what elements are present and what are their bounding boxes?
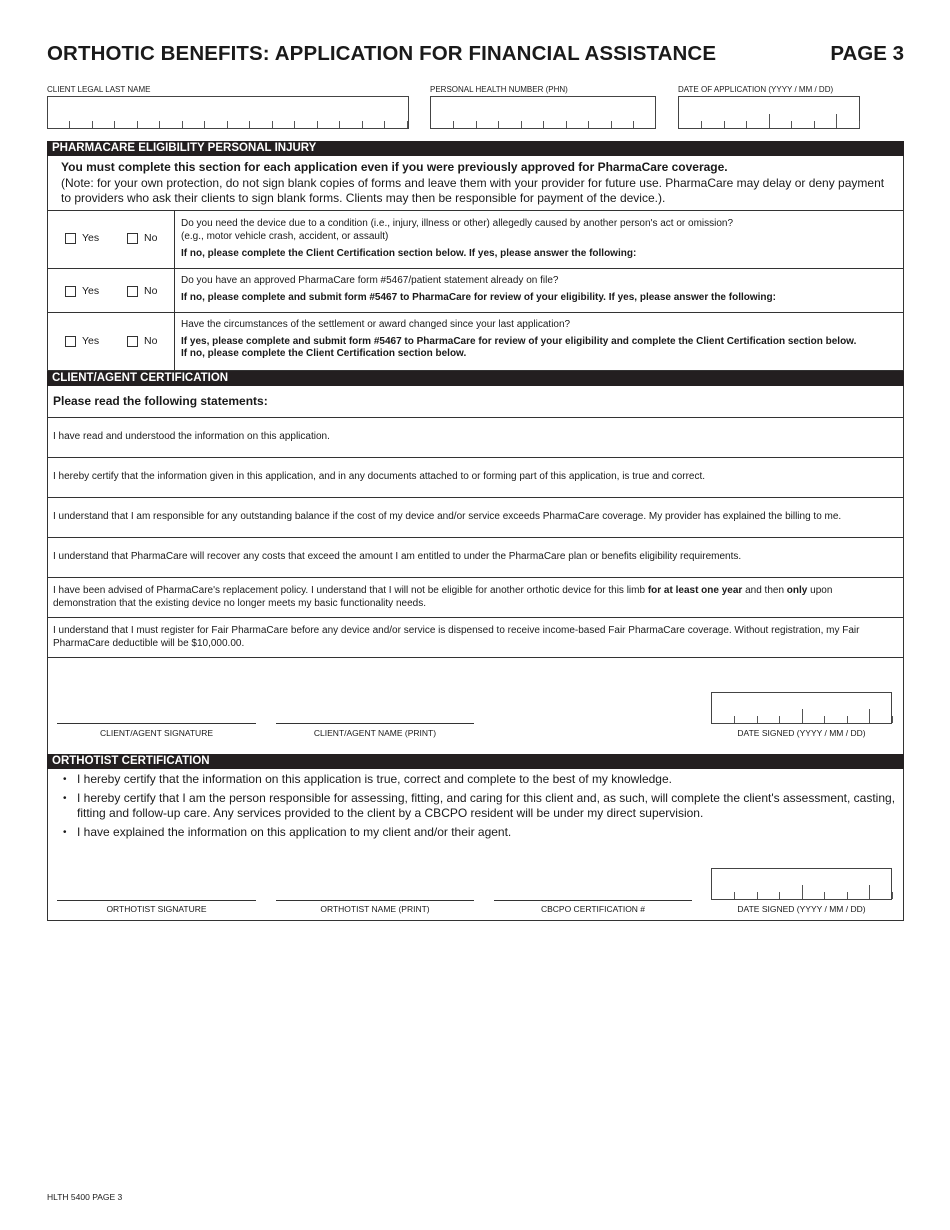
comb-divider	[892, 716, 893, 723]
page-header	[47, 42, 904, 70]
eligibility-question-2	[47, 269, 904, 313]
comb-divider	[339, 121, 340, 128]
comb-divider	[701, 121, 702, 128]
comb-divider	[249, 121, 250, 128]
q1-no-checkbox[interactable]	[127, 233, 138, 244]
comb-divider	[869, 885, 870, 899]
statement-3: I understand that I am responsible for any outstanding balance if the cost of my device and/or service exceeds PharmaCare coverage. My provider has explained the billing to me.	[47, 498, 904, 538]
comb-divider	[757, 892, 758, 899]
comb-divider	[272, 121, 273, 128]
orthotist-name-label: ORTHOTIST NAME (PRINT)	[320, 904, 430, 914]
cbcpo-certification-line[interactable]	[494, 900, 692, 901]
comb-divider	[588, 121, 589, 128]
date-of-application-label: DATE OF APPLICATION (YYYY / MM / DD)	[678, 85, 834, 94]
q2-no-option[interactable]: No	[127, 285, 157, 297]
comb-divider	[802, 885, 803, 899]
q2-text: Do you have an approved PharmaCare form #5467/patient statement already on file?	[181, 275, 559, 286]
eligibility-intro-bold: You must complete this section for each application even if you were previously approved for PharmaCare coverage.	[61, 160, 728, 174]
comb-divider	[566, 121, 567, 128]
orthotist-statement-3: I have explained the information on this application to my client and/or their agent.	[77, 825, 512, 839]
comb-divider	[824, 892, 825, 899]
comb-divider	[779, 892, 780, 899]
comb-divider	[384, 121, 385, 128]
q2-instruction: If no, please complete and submit form #5467 to PharmaCare for review of your eligibility. If yes, please answer the following:	[181, 291, 776, 303]
read-statements-heading: Please read the following statements:	[47, 386, 904, 418]
q3-no-option[interactable]: No	[127, 335, 157, 347]
statement-1: I have read and understood the information on this application.	[47, 418, 904, 458]
client-name-label: CLIENT/AGENT NAME (PRINT)	[313, 728, 437, 738]
q3-instruction-yes: If yes, please complete and submit form #5467 to PharmaCare for review of your eligibility and complete the Client Certification section below.	[181, 335, 857, 347]
comb-divider	[137, 121, 138, 128]
client-name-line[interactable]	[276, 723, 474, 724]
comb-divider	[498, 121, 499, 128]
comb-divider	[317, 121, 318, 128]
statement-fair-pharmacare: I understand that I must register for Fair PharmaCare before any device and/or service is dispensed to receive income-based Fair PharmaCare coverage. Without registration, my Fair PharmaCare deductible will be $10,000.00.	[47, 618, 904, 658]
q1-no-option[interactable]: No	[127, 232, 157, 244]
last-name-label: CLIENT LEGAL LAST NAME	[47, 85, 151, 94]
comb-divider	[734, 716, 735, 723]
page-number: PAGE 3	[830, 42, 904, 65]
comb-divider	[859, 121, 860, 128]
phn-label: PERSONAL HEALTH NUMBER (PHN)	[430, 85, 568, 94]
client-certification-header: CLIENT/AGENT CERTIFICATION	[47, 371, 904, 386]
q2-no-checkbox[interactable]	[127, 286, 138, 297]
statement-2: I hereby certify that the information given in this application, and in any documents attached to or forming part of this application, is true and correct.	[47, 458, 904, 498]
q1-yes-option[interactable]: Yes	[65, 232, 99, 244]
orthotist-date-signed-input[interactable]	[711, 868, 892, 900]
comb-divider	[204, 121, 205, 128]
q3-no-checkbox[interactable]	[127, 336, 138, 347]
q1-text-example: (e.g., motor vehicle crash, accident, or assault)	[181, 230, 389, 242]
orthotist-date-signed-label: DATE SIGNED (YYYY / MM / DD)	[737, 904, 866, 914]
comb-divider	[543, 121, 544, 128]
q3-yes-option[interactable]: Yes	[65, 335, 99, 347]
comb-divider	[227, 121, 228, 128]
q3-yes-checkbox[interactable]	[65, 336, 76, 347]
orthotist-statement-1: I hereby certify that the information on this application is true, correct and complete to the best of my knowledge.	[77, 772, 672, 786]
client-date-signed-input[interactable]	[711, 692, 892, 724]
q3-text: Have the circumstances of the settlement or award changed since your last application?	[181, 319, 571, 330]
orthotist-signature-line[interactable]	[57, 900, 256, 901]
last-name-input[interactable]	[47, 96, 409, 129]
q2-yes-checkbox[interactable]	[65, 286, 76, 297]
comb-divider	[791, 121, 792, 128]
form-footer: HLTH 5400 PAGE 3	[47, 1192, 123, 1202]
orthotist-statements: • I hereby certify that the information on this application is true, correct and complete to the best of my knowledge. • I hereby certify that I am the person responsible for assessing, fitting, and caring for this client and, as such, will complete the client's assessment, casting, fitting and follow-up care. Any services provided to the client by a CBCPO resident will be under my direct supervision. • I have explained the information on this application to my client and/or their agent.	[47, 768, 904, 844]
comb-divider	[746, 121, 747, 128]
comb-divider	[407, 121, 408, 128]
eligibility-question-3	[47, 313, 904, 371]
comb-divider	[69, 121, 70, 128]
comb-divider	[159, 121, 160, 128]
comb-divider	[294, 121, 295, 128]
form-title: ORTHOTIC BENEFITS: APPLICATION FOR FINANCIAL ASSISTANCE	[47, 42, 717, 65]
q1-yes-checkbox[interactable]	[65, 233, 76, 244]
cbcpo-certification-label: CBCPO CERTIFICATION #	[540, 904, 646, 914]
client-date-signed-label: DATE SIGNED (YYYY / MM / DD)	[737, 728, 866, 738]
statement-replacement-policy: I have been advised of PharmaCare's replacement policy. I understand that I will not be eligible for another orthotic device for this limb for at least one year and then only upon demonstration that the existing device no longer meets my basic functionality needs.	[47, 578, 904, 618]
q1-instruction: If no, please complete the Client Certification section below. If yes, please answer the following:	[181, 248, 637, 259]
statement-4: I understand that PharmaCare will recover any costs that exceed the amount I am entitled to under the PharmaCare plan or benefits eligibility requirements.	[47, 538, 904, 578]
comb-divider	[476, 121, 477, 128]
comb-divider	[779, 716, 780, 723]
q1-text: Do you need the device due to a condition (i.e., injury, illness or other) allegedly caused by another person's act or omission?	[181, 218, 734, 229]
orthotist-statement-2: I hereby certify that I am the person responsible for assessing, fitting, and caring for this client and, as such, will complete the client's assessment, casting, fitting and follow-up care. Any services provided to the client by a CBCPO resident will be under my direct supervision.	[77, 791, 896, 820]
q2-yes-option[interactable]: Yes	[65, 285, 99, 297]
comb-divider	[92, 121, 93, 128]
eligibility-question-1	[47, 211, 904, 269]
date-of-application-input[interactable]	[678, 96, 860, 129]
comb-divider	[453, 121, 454, 128]
comb-divider	[114, 121, 115, 128]
comb-divider	[814, 121, 815, 128]
client-signature-label: CLIENT/AGENT SIGNATURE	[99, 728, 214, 738]
comb-divider	[362, 121, 363, 128]
comb-divider	[847, 716, 848, 723]
eligibility-intro	[47, 156, 904, 211]
comb-divider	[824, 716, 825, 723]
phn-input[interactable]	[430, 96, 656, 129]
eligibility-intro-note: (Note: for your own protection, do not sign blank copies of forms and leave them with your provider for future use. PharmaCare may delay or deny payment to providers who ask their clients to sign blank forms. Clients may then be responsible for payment of the device.).	[61, 175, 885, 205]
comb-divider	[869, 709, 870, 723]
client-signature-line[interactable]	[57, 723, 256, 724]
eligibility-section-header: PHARMACARE ELIGIBILITY PERSONAL INJURY	[47, 141, 904, 156]
comb-divider	[757, 716, 758, 723]
comb-divider	[802, 709, 803, 723]
orthotist-signature-label: ORTHOTIST SIGNATURE	[106, 904, 207, 914]
q3-instruction-no: If no, please complete the Client Certification section below.	[181, 348, 467, 359]
comb-divider	[611, 121, 612, 128]
comb-divider	[836, 114, 837, 128]
orthotist-certification-header: ORTHOTIST CERTIFICATION	[47, 754, 904, 769]
comb-divider	[724, 121, 725, 128]
comb-divider	[769, 114, 770, 128]
comb-divider	[633, 121, 634, 128]
comb-divider	[892, 892, 893, 899]
comb-divider	[182, 121, 183, 128]
comb-divider	[847, 892, 848, 899]
comb-divider	[734, 892, 735, 899]
comb-divider	[521, 121, 522, 128]
orthotist-name-line[interactable]	[276, 900, 474, 901]
